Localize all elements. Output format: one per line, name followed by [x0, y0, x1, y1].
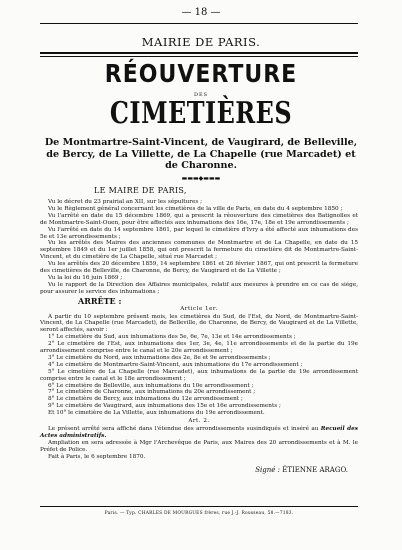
article-1-label: Article 1er. [180, 305, 218, 312]
top-rule [40, 23, 358, 24]
maire-heading: LE MAIRE DE PARIS, [94, 186, 187, 195]
visa-paragraph: Vu les arrêtés des 20 décembre 1859, 14 septembre 1861 et 26 février 1867, qui ont prescrit la fermeture des cimetières de Belleville, de Charonne, de Bercy, de Vaugirard et de La Villette ; [40, 261, 358, 275]
article-2-ampliation: Ampliation en sera adressée à Mgr l'Archevêque de Paris, aux Maires des 20 arrondissements et à M. le Préfet de Police. [40, 439, 358, 453]
visa-paragraph: Vu le Règlement général concernant les cimetières de la ville de Paris, en date du 4 septembre 1850 ; [48, 205, 343, 212]
article-1-item: Et 10° le cimetière de La Villette, aux inhumations du 19e arrondissement. [48, 410, 265, 417]
visa-paragraph: Vu l'arrêté en date du 14 septembre 1861, par lequel le cimetière d'Ivry a été affecté aux inhumations des 5e et 13e arrondissements ; [40, 226, 358, 240]
article-2-text [40, 426, 358, 440]
article-1-item: 5° Le cimetière de La Chapelle (rue Marcadet), aux inhumations de la partie du 19e arrondissement comprise entre le canal et le 18e arrondissement ; [40, 368, 358, 382]
article-1-item: 8° Le cimetière de Bercy, aux inhumations du 12e arrondissement ; [48, 396, 243, 403]
signature [40, 467, 358, 474]
article-2-recueil: Recueil des Actes administratifs. [40, 426, 358, 439]
article-1-item: 4° Le cimetière de Montmartre-Saint-Vincent, aux inhumations du 17e arrondissement ; [48, 361, 303, 368]
signed-name: ÉTIENNE ARAGO. [282, 465, 348, 474]
decree-body [40, 199, 358, 473]
signed-label: Signé : [255, 465, 280, 474]
cemetery-list: De Montmartre-Saint-Vincent, de Vaugirard, de Belleville, de Bercy, de La Villette, de La Chapelle (rue Marcadet) et de Charonne. [44, 137, 358, 171]
article-1-item: 2° Le cimetière de l'Est, aux inhumations des 1er, 3e, 4e, 11e arrondissements et de la partie du 19e arrondissement comprise entre le canal et le 20e arrondissement ; [40, 341, 358, 355]
article-2-text-a: Le présent arrêté sera affiché dans l'étendue des arrondissements susindiqués et inséré au [48, 426, 319, 432]
ornament-divider: ▬▬▬◆▬▬▬ [181, 175, 221, 182]
arrete-heading: ARRÊTE : [78, 295, 122, 306]
article-1-item: 6° Le cimetière de Belleville, aux inhumations du 10e arrondissement ; [48, 382, 254, 389]
title-cimetieres: CIMETIÈRES [109, 96, 293, 132]
bottom-rule [40, 506, 358, 507]
article-1-item: 3° Le cimetière du Nord, aux inhumations des 2e, 8e et 9e arrondissements ; [48, 354, 271, 361]
visa-paragraph: Vu les arrêtés des Maires des anciennes communes de Montmartre et de La Chapelle, en date du 15 septembre 1849 et du 1er juillet 1858, qui ont prescrit la fermeture du cimetière dit de Montmartre-Saint-Vincent, et du cimetière de La Chapelle, situé rue Marcadet ; [40, 240, 358, 261]
visa-paragraph: Vu le décret du 23 prairial an XII, sur les sépultures ; [48, 199, 202, 205]
article-1-item: 1° Le cimetière du Sud, aux inhumations des 5e, 6e, 7e, 13e et 14e arrondissements ; [48, 334, 296, 341]
article-1-item: 9° Le cimetière de Vaugirard, aux inhumations des 15e et 16e arrondissements ; [48, 403, 281, 410]
article-1-intro: A partir du 10 septembre présent mois, les cimetières du Sud, de l'Est, du Nord, de Montmartre-Saint-Vincent, de La Chapelle (rue Marcadet), de Belleville, de Charonne, de Bercy, de Vaugirard et de La Villette, seront affectés, savoir : [40, 313, 358, 334]
title-reouverture: RÉOUVERTURE [104, 60, 298, 89]
article-1-item: 7° Le cimetière de Charonne, aux inhumations du 20e arrondissement ; [48, 389, 256, 396]
page-number: — 18 — [181, 7, 221, 18]
visa-paragraph: Vu l'arrêté en date du 15 décembre 1869, qui a prescrit la réouverture des cimetières des Batignolles et de Montmartre-Saint-Ouen, pour être affectés aux inhumations des 16e, 17e, 18e et 19e arrondissements ; [40, 212, 358, 226]
header-mairie: MAIRIE DE PARIS. [141, 35, 261, 49]
visa-paragraph: Vu le rapport de la Direction des Affaires municipales, relatif aux mesures à prendre en ce cas de siége, pour assurer le service des inhumations ; [40, 281, 358, 295]
title-des: DES [193, 92, 209, 98]
header-rule-2 [40, 56, 358, 57]
visa-paragraph: Vu la loi du 16 juin 1869 ; [48, 274, 123, 281]
printer-line: Paris. — Typ. CHARLES DE MOURGUES frères, rue J.-J. Rousseau, 58.—7183. [104, 511, 294, 516]
header-rule-1 [40, 52, 358, 54]
date-line: Fait à Paris, le 6 septembre 1870. [48, 453, 146, 460]
article-2-label: Art. 2. [188, 418, 210, 425]
